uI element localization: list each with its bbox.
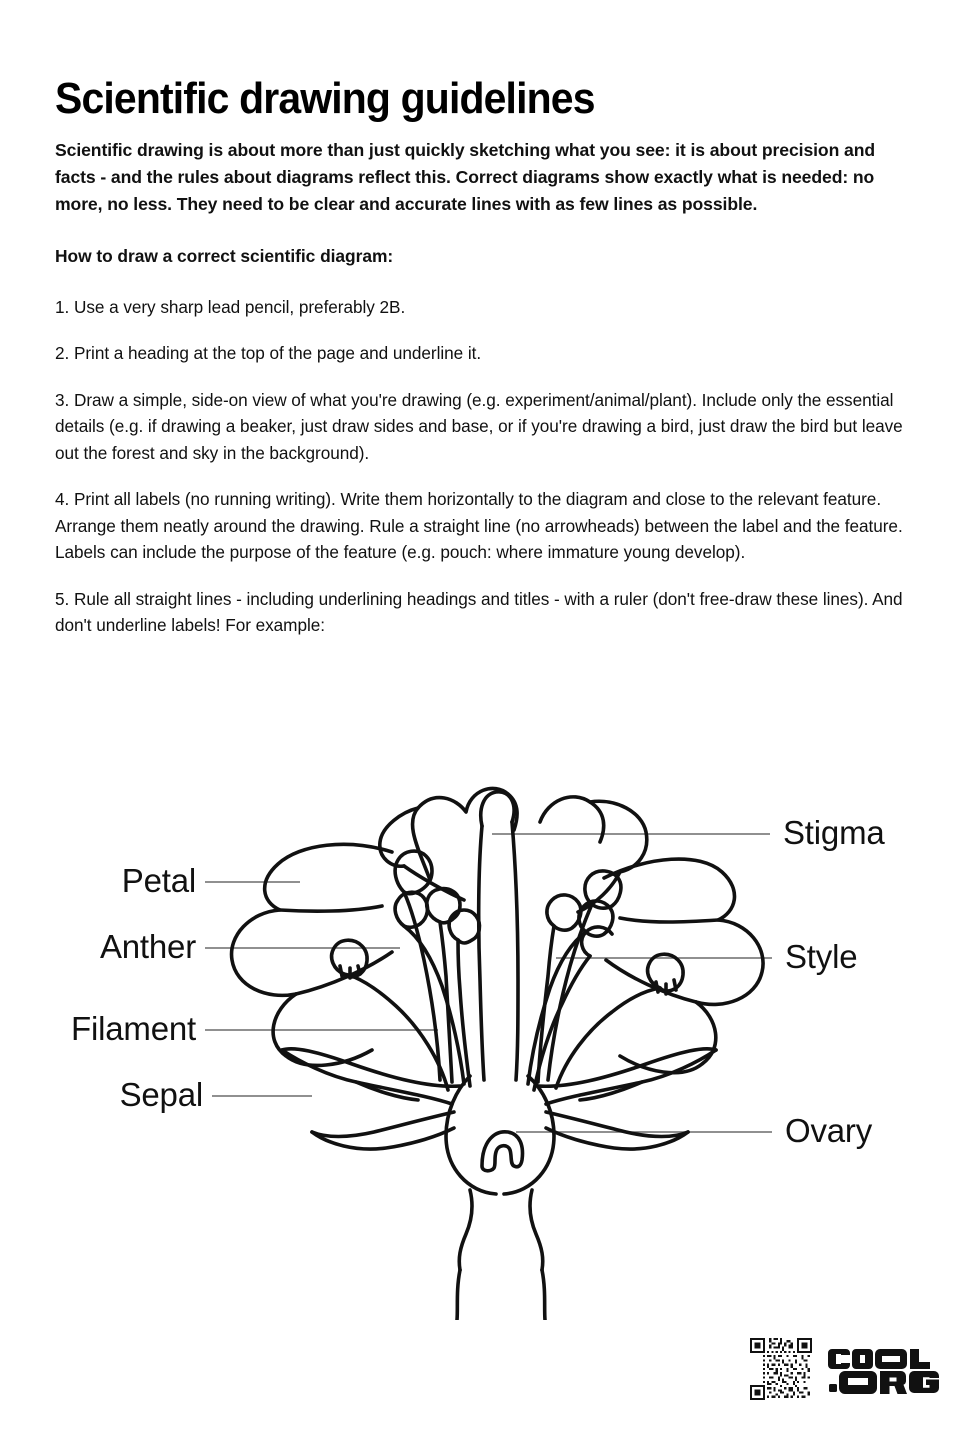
figure-label-stigma: Stigma: [783, 814, 885, 851]
logo-letter-l: [910, 1349, 930, 1369]
flower-diagram-figure: [0, 760, 980, 1320]
petal-right-large-lower: [620, 1002, 716, 1073]
petal-left-large: [232, 844, 392, 995]
sepal-left-inner: [312, 1112, 454, 1137]
anther-l2: [427, 889, 460, 923]
stem-right: [542, 1270, 545, 1320]
receptacle-left: [459, 1190, 472, 1270]
section-subheading: How to draw a correct scientific diagram:: [55, 246, 394, 266]
footer-branding: [750, 1336, 940, 1408]
style-right-side: [512, 822, 518, 1080]
petal-upper-right: [540, 797, 604, 842]
step-item-3: 3. Draw a simple, side-on view of what you're drawing (e.g. experiment/animal/plant). Include only the essential details (e.g. if drawing a beaker, just draw sides and base, or if you're drawing a bird, just draw the bird but leave out the forest and sky in the background).: [55, 389, 903, 463]
figure-label-sepal: Sepal: [119, 1076, 203, 1113]
logo-dot: [829, 1384, 837, 1392]
petal-right-vein: [620, 918, 718, 922]
figure-label-petal: Petal: [121, 862, 196, 899]
flower-drawing: [232, 788, 764, 1320]
cool-org-logo[interactable]: [828, 1340, 940, 1398]
logo-letter-g: [909, 1371, 939, 1393]
stigma: [481, 792, 514, 826]
document-body: [55, 137, 923, 659]
sepal-left-tip: [356, 1082, 418, 1100]
stem-left: [457, 1270, 460, 1320]
filament-r4: [556, 988, 660, 1088]
ovary-wall-left: [446, 1076, 496, 1194]
anther-r5: [582, 927, 612, 956]
figure-label-style: Style: [785, 938, 858, 975]
stamens-right: [528, 904, 660, 1090]
qr-code-icon[interactable]: [750, 1338, 812, 1400]
anther-r2: [547, 895, 581, 930]
anther-l4: [449, 910, 479, 943]
sepal-right-tip: [580, 1082, 642, 1100]
step-item-1: 1. Use a very sharp lead pencil, preferably 2B.: [55, 296, 406, 317]
ovary-wall-right: [504, 1076, 554, 1194]
receptacle-right: [530, 1190, 543, 1270]
filament-r3: [528, 932, 586, 1084]
logo-pill-o2: [839, 1371, 877, 1394]
logo-letter-r: [880, 1371, 907, 1394]
sepal-right-inner: [546, 1112, 688, 1137]
figure-label-filament: Filament: [71, 1010, 196, 1047]
logo-letter-o1: [852, 1349, 873, 1369]
ovule: [482, 1132, 522, 1171]
figure-label-ovary: Ovary: [785, 1112, 873, 1149]
intro-paragraph: Scientific drawing is about more than just quickly sketching what you see: it is about precision and facts - and the rules about diagrams reflect this. Correct diagrams show exactly what is needed: no more, no less. They need to be clear and accurate lines with as few lines as possible.: [55, 140, 875, 214]
page-title: Scientific drawing guidelines: [55, 74, 595, 124]
step-item-4: 4. Print all labels (no running writing). Write them horizontally to the diagram and close to the relevant feature. Arrange them neatly around the drawing. Rule a straight line (no arrowheads) between the label and the feature. Labels can include the purpose of the feature (e.g. pouch: where immature young develop).: [55, 489, 903, 562]
petal-left-vein: [280, 906, 382, 911]
petal-right-large: [604, 859, 763, 1004]
figure-label-anther: Anther: [99, 928, 196, 965]
logo-letter-c: [828, 1349, 850, 1369]
step-item-2: 2. Print a heading at the top of the page and underline it.: [55, 343, 482, 363]
step-item-5: 5. Rule all straight lines - including underlining headings and titles - with a ruler (don't free-draw these lines). And don't underline labels! For example:: [55, 588, 903, 635]
leader-lines-group: [205, 834, 772, 1132]
filament-l5: [344, 974, 448, 1090]
logo-pill-o1: [875, 1349, 907, 1369]
style-left-side: [479, 826, 484, 1080]
